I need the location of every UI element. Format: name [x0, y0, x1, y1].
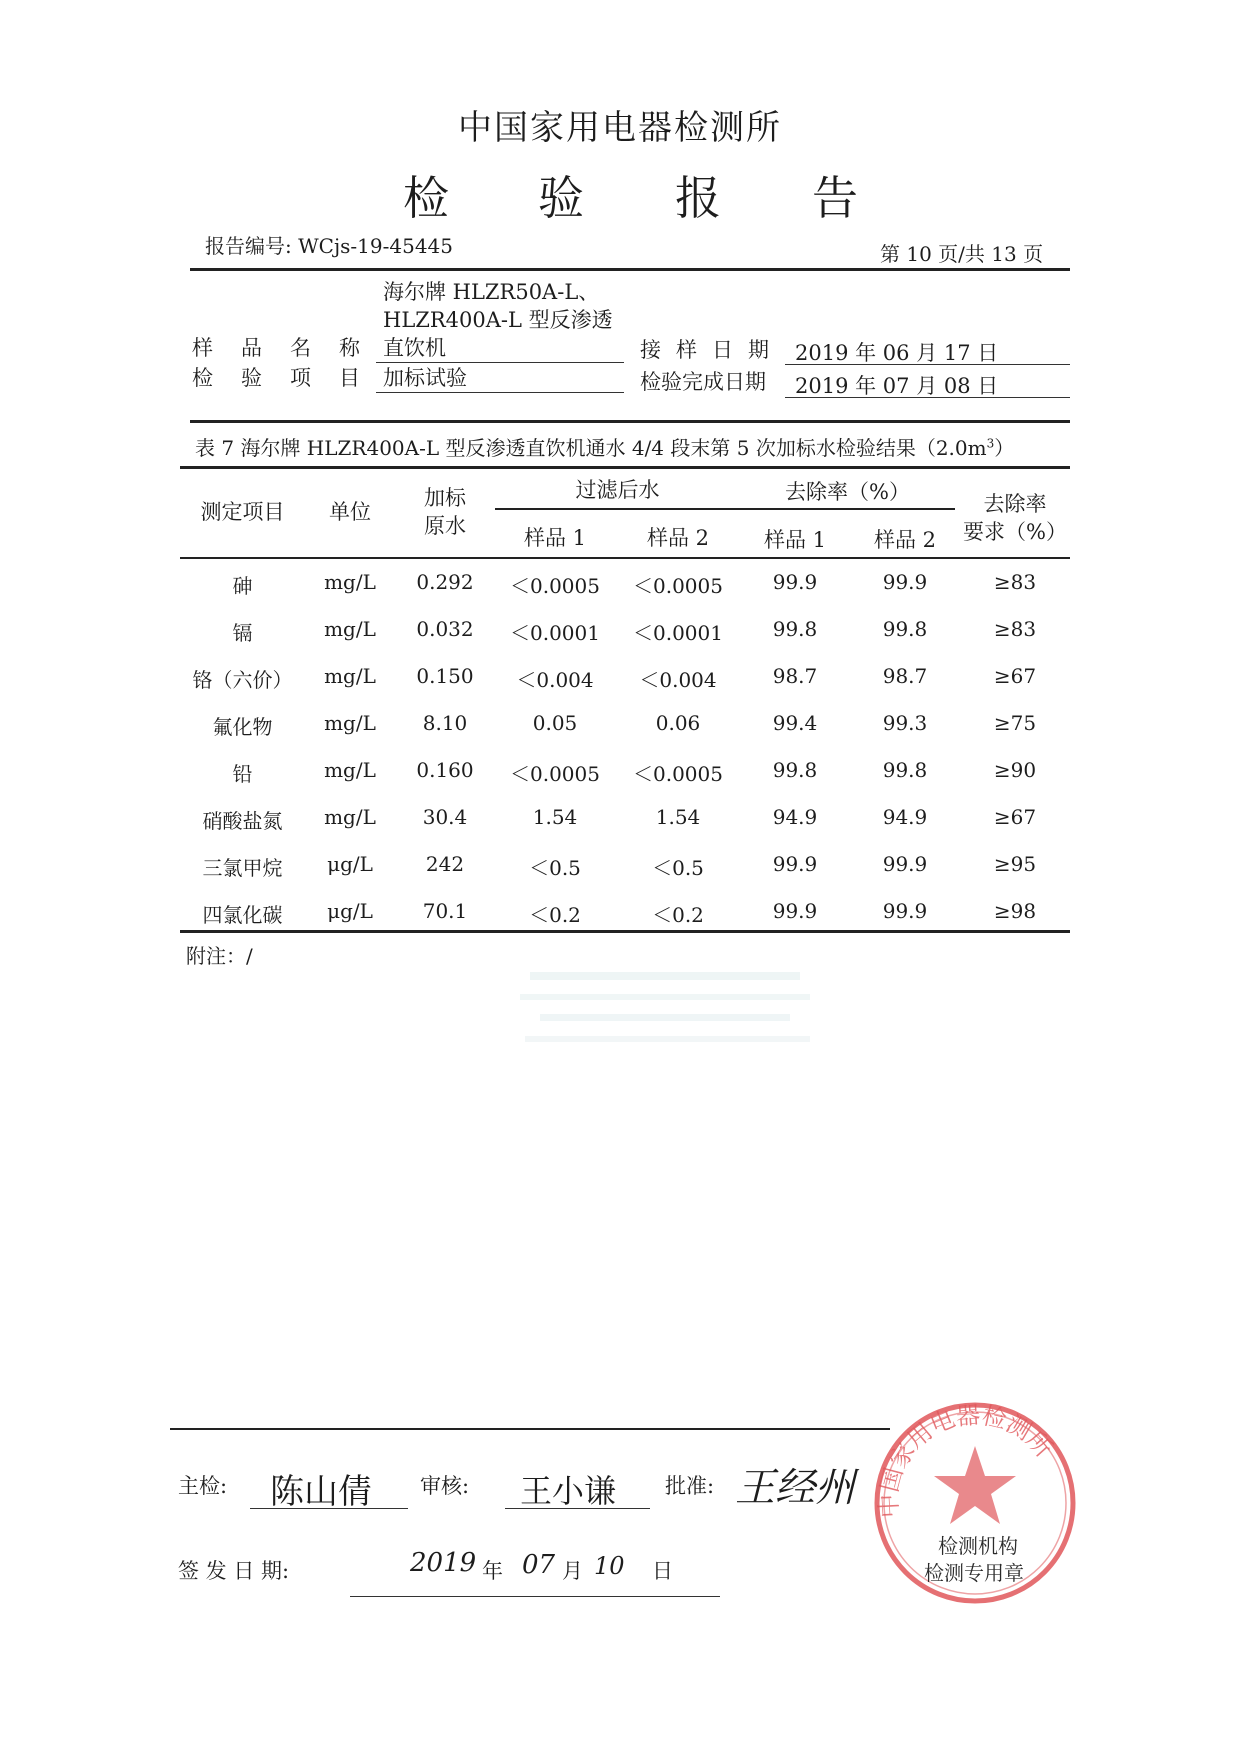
cell-item: 铬（六价）: [192, 668, 293, 692]
table-caption: 表 7 海尔牌 HLZR400A-L 型反渗透直饮机通水 4/4 段末第 5 次加标水检验结果$(2.0m^3)$: [195, 436, 1015, 460]
reviewer-signature: 王小谦: [520, 1472, 617, 1510]
cell-unit: mg/L: [324, 570, 376, 594]
cell-removal-s1: 99.8: [772, 758, 818, 782]
complete-date-label: 检验完成日期: [640, 370, 766, 394]
cell-removal-s2: 99.3: [882, 711, 928, 735]
header-removal-s2: 样品 2: [873, 528, 937, 552]
cell-raw: 70.1: [422, 899, 468, 923]
cell-removal-s1: 99.9: [772, 899, 818, 923]
cell-item: 硝酸盐氮: [202, 809, 283, 833]
header-removal-s1: 样品 1: [763, 528, 827, 552]
cell-removal-s1: 99.9: [772, 852, 818, 876]
header-filtered-s2: 样品 2: [646, 526, 710, 550]
cell-raw: 0.150: [416, 664, 474, 688]
issue-day: 10: [594, 1552, 625, 1580]
cell-filtered-s1: ＜0.0001: [510, 621, 600, 645]
receive-date-underline: [785, 364, 1070, 365]
cell-unit: μg/L: [327, 899, 373, 923]
cell-filtered-s2: 0.06: [655, 711, 701, 735]
cell-removal-s1: 99.4: [772, 711, 818, 735]
header-req-1: 去除率: [983, 492, 1047, 516]
cell-requirement: ≥83: [993, 617, 1037, 641]
cell-item: 镉: [232, 621, 253, 645]
cell-removal-s2: 99.8: [882, 617, 928, 641]
cell-removal-s1: 94.9: [772, 805, 818, 829]
faint-stamp-residue: [520, 962, 820, 1054]
seal-line-1: 检测机构: [938, 1534, 1018, 1558]
cell-unit: μg/L: [327, 852, 373, 876]
cell-requirement: ≥90: [993, 758, 1037, 782]
cell-filtered-s2: ＜0.2: [652, 903, 704, 927]
cell-filtered-s2: ＜0.5: [652, 856, 704, 880]
complete-date-value: 2019 年 07 月 08 日: [795, 374, 999, 398]
header-raw-2: 原水: [424, 514, 466, 538]
cell-requirement: ≥98: [993, 899, 1037, 923]
report-number: 报告编号: WCjs-19-45445: [205, 234, 454, 258]
info-rule: [190, 420, 1070, 423]
cell-unit: mg/L: [324, 664, 376, 688]
cell-filtered-s1: ＜0.004: [516, 668, 594, 692]
title-char-4: 告: [812, 171, 858, 225]
sample-name-value: 海尔牌 HLZR50A-L、 HLZR400A-L 型反渗透 直饮机: [383, 280, 613, 360]
cell-raw: 242: [425, 852, 465, 876]
cell-unit: mg/L: [324, 758, 376, 782]
issue-year-char: 年: [482, 1559, 503, 1583]
cell-item: 铅: [232, 762, 253, 786]
cell-filtered-s2: ＜0.0005: [633, 762, 723, 786]
cell-requirement: ≥75: [993, 711, 1037, 735]
cell-raw: 30.4: [422, 805, 468, 829]
cell-removal-s1: 98.7: [772, 664, 818, 688]
inspector-label: 主检:: [178, 1474, 228, 1498]
cell-raw: 0.032: [416, 617, 474, 641]
cell-item: 三氯甲烷: [202, 856, 283, 880]
issue-date-underline: [350, 1596, 720, 1597]
cell-filtered-s1: ＜0.5: [529, 856, 581, 880]
cell-item: 四氯化碳: [202, 903, 283, 927]
cell-item: 砷: [232, 574, 253, 598]
organization-name: 中国家用电器检测所: [458, 108, 782, 148]
cell-filtered-s1: ＜0.2: [529, 903, 581, 927]
issue-day-char: 日: [652, 1559, 673, 1583]
title-char-1: 检: [403, 171, 449, 225]
cell-raw: 8.10: [422, 711, 468, 735]
header-filtered-s1: 样品 1: [523, 526, 587, 550]
cell-removal-s1: 99.8: [772, 617, 818, 641]
cell-raw: 0.292: [416, 570, 474, 594]
cell-removal-s2: 99.8: [882, 758, 928, 782]
header-subrule: [495, 508, 955, 510]
cell-removal-s2: 99.9: [882, 852, 928, 876]
cell-requirement: ≥67: [993, 664, 1037, 688]
cell-removal-s2: 94.9: [882, 805, 928, 829]
cell-filtered-s2: ＜0.004: [639, 668, 717, 692]
cell-filtered-s1: 0.05: [532, 711, 578, 735]
cell-requirement: ≥95: [993, 852, 1037, 876]
cell-filtered-s1: ＜0.0005: [510, 762, 600, 786]
seal-line-2: 检测专用章: [924, 1561, 1024, 1585]
cell-raw: 0.160: [416, 758, 474, 782]
cell-item: 氟化物: [212, 715, 273, 739]
inspection-item-underline: [376, 392, 624, 393]
issue-month-char: 月: [562, 1559, 583, 1583]
cell-filtered-s2: ＜0.0001: [633, 621, 723, 645]
inspector-underline: [250, 1508, 408, 1509]
cell-filtered-s1: ＜0.0005: [510, 574, 600, 598]
cell-filtered-s1: 1.54: [532, 805, 578, 829]
reviewer-underline: [505, 1508, 650, 1509]
table-bottom-rule: [180, 930, 1070, 933]
title-char-2: 验: [538, 171, 584, 225]
header-bottom-rule: [180, 557, 1070, 559]
cell-unit: mg/L: [324, 711, 376, 735]
header-unit: 单位: [329, 500, 371, 524]
inspector-signature: 陈山倩: [270, 1472, 372, 1512]
header-item: 测定项目: [200, 500, 285, 524]
cell-unit: mg/L: [324, 617, 376, 641]
approver-label: 批准:: [665, 1474, 715, 1498]
cell-removal-s2: 98.7: [882, 664, 928, 688]
inspection-item-value: 加标试验: [383, 366, 467, 390]
cell-requirement: ≥83: [993, 570, 1037, 594]
cell-filtered-s2: 1.54: [655, 805, 701, 829]
header-rule: [190, 268, 1070, 271]
header-removal: 去除率（%）: [785, 480, 910, 504]
cell-filtered-s2: ＜0.0005: [633, 574, 723, 598]
header-raw-1: 加标: [424, 486, 466, 510]
table-top-rule: [180, 466, 1070, 469]
title-char-3: 报: [675, 171, 721, 225]
cell-removal-s2: 99.9: [882, 899, 928, 923]
complete-date-underline: [785, 397, 1070, 398]
cell-unit: mg/L: [324, 805, 376, 829]
cell-removal-s1: 99.9: [772, 570, 818, 594]
issue-date-label: 签 发 日 期:: [178, 1559, 290, 1583]
signature-rule: [170, 1428, 890, 1430]
header-req-2: 要求（%）: [963, 520, 1067, 544]
table-note: 附注：/: [186, 944, 253, 968]
header-filtered: 过滤后水: [575, 478, 660, 502]
seal-star-icon: [934, 1446, 1016, 1524]
reviewer-label: 审核:: [420, 1474, 470, 1498]
issue-year: 2019: [410, 1548, 477, 1578]
cell-requirement: ≥67: [993, 805, 1037, 829]
issue-month: 07: [522, 1550, 556, 1580]
receive-date-value: 2019 年 06 月 17 日: [795, 341, 999, 365]
approver-signature: 王经州: [735, 1465, 855, 1511]
seal-ring-text: 中国家用电器检测所: [874, 1400, 1058, 1519]
page-info: 第 10 页/共 13 页: [880, 242, 1044, 266]
cell-removal-s2: 99.9: [882, 570, 928, 594]
